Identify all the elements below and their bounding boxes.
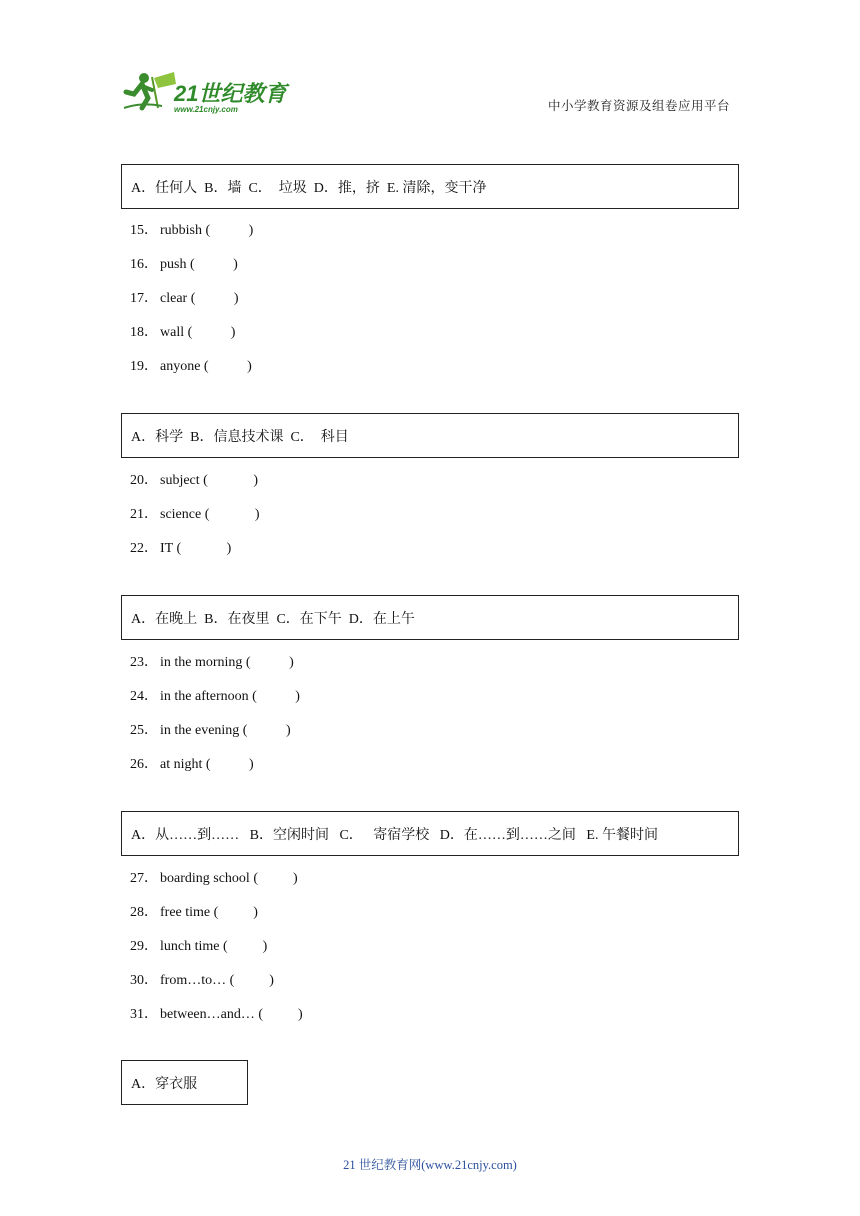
logo-runner-icon	[122, 68, 292, 116]
question-text: in the morning ( )	[160, 655, 294, 670]
question-text: boarding school ( )	[160, 871, 298, 886]
question-number: 31．	[130, 1007, 158, 1022]
platform-title: 中小学教育资源及组卷应用平台	[548, 99, 731, 113]
question-number: 28．	[130, 905, 158, 920]
question-item	[130, 469, 258, 489]
question-item	[130, 1003, 303, 1023]
options-box: A．在晚上 B．在夜里 C．在下午 D．在上午	[121, 595, 739, 640]
question-item	[130, 355, 252, 375]
question-text: at night ( )	[160, 757, 254, 772]
question-number: 22．	[130, 541, 158, 556]
question-item	[130, 901, 258, 921]
question-item	[130, 321, 235, 341]
logo	[122, 68, 292, 116]
question-number: 27．	[130, 871, 158, 886]
question-text: in the evening ( )	[160, 723, 291, 738]
logo-text: 21世纪教育	[174, 81, 287, 106]
question-text: IT ( )	[160, 541, 232, 556]
question-item	[130, 253, 238, 273]
question-item	[130, 969, 274, 989]
options-box: A．穿衣服	[121, 1060, 248, 1105]
question-item	[130, 935, 267, 955]
question-item	[130, 219, 253, 239]
question-item	[130, 287, 239, 307]
question-item	[130, 753, 254, 773]
options-box: A．从……到…… B．空闲时间 C． 寄宿学校 D．在……到……之间 E. 午餐时间	[121, 811, 739, 856]
question-text: anyone ( )	[160, 359, 252, 374]
question-text: clear ( )	[160, 291, 239, 306]
question-number: 18．	[130, 325, 158, 340]
question-text: free time ( )	[160, 905, 258, 920]
question-text: subject ( )	[160, 473, 258, 488]
question-number: 17．	[130, 291, 158, 306]
question-item	[130, 503, 260, 523]
question-number: 25．	[130, 723, 158, 738]
options-box: A．任何人 B．墙 C． 垃圾 D．推，挤 E. 清除，变干净	[121, 164, 739, 209]
question-number: 29．	[130, 939, 158, 954]
question-item	[130, 867, 298, 887]
question-item	[130, 719, 291, 739]
question-text: rubbish ( )	[160, 223, 254, 238]
question-number: 20．	[130, 473, 158, 488]
page-header	[0, 0, 860, 130]
question-item	[130, 651, 294, 671]
question-number: 26．	[130, 757, 158, 772]
logo-url: www.21cnjy.com	[174, 105, 238, 114]
page-footer: 21 世纪教育网(www.21cnjy.com)	[343, 1158, 517, 1172]
question-number: 23．	[130, 655, 158, 670]
question-item	[130, 685, 300, 705]
question-number: 19．	[130, 359, 158, 374]
question-text: in the afternoon ( )	[160, 689, 300, 704]
question-number: 30．	[130, 973, 158, 988]
question-text: between…and… ( )	[160, 1007, 303, 1022]
question-text: push ( )	[160, 257, 238, 272]
options-box: A．科学 B．信息技术课 C． 科目	[121, 413, 739, 458]
question-item	[130, 537, 231, 557]
question-number: 21．	[130, 507, 158, 522]
question-number: 15．	[130, 223, 158, 238]
question-text: science ( )	[160, 507, 260, 522]
question-number: 16．	[130, 257, 158, 272]
question-text: from…to… ( )	[160, 973, 274, 988]
question-text: wall ( )	[160, 325, 236, 340]
question-number: 24．	[130, 689, 158, 704]
question-text: lunch time ( )	[160, 939, 268, 954]
